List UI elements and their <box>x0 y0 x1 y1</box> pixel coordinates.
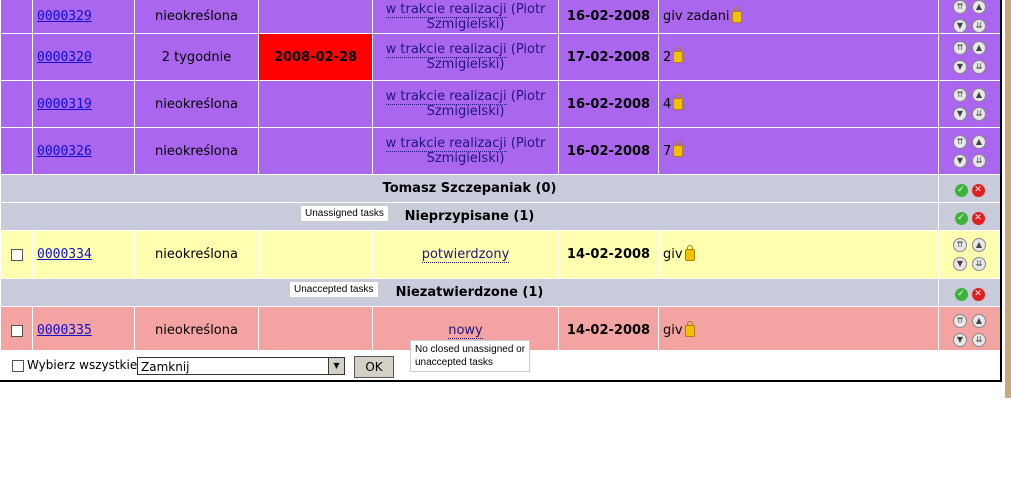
move-up-icon[interactable]: ▲ <box>972 88 986 102</box>
tooltip-line: No closed unassigned or <box>415 344 526 355</box>
move-up-icon[interactable]: ▲ <box>972 238 986 252</box>
tooltip-unaccepted: Unaccepted tasks <box>289 281 379 298</box>
chevron-down-icon: ▼ <box>328 358 344 374</box>
tooltip-line: unaccepted tasks <box>415 357 493 368</box>
row-check-cell <box>1 0 33 34</box>
updated-date: 17-02-2008 <box>559 34 659 81</box>
move-top-icon[interactable]: ⇈ <box>953 314 967 328</box>
lock-icon <box>673 145 683 157</box>
move-down-icon[interactable]: ▼ <box>953 154 967 168</box>
note-text: giv <box>663 323 683 338</box>
group-title: Nieprzypisane (1) <box>1 203 939 231</box>
ok-button[interactable]: OK <box>354 356 394 378</box>
table-row <box>1 128 1001 175</box>
status-link[interactable]: w trakcie realizacji <box>385 89 507 104</box>
group-header-unaccepted <box>1 279 1001 307</box>
select-all-checkbox[interactable] <box>12 360 24 372</box>
bulk-action-select[interactable] <box>137 357 345 375</box>
move-top-icon[interactable]: ⇈ <box>953 88 967 102</box>
issue-id-link[interactable]: 0000326 <box>37 143 92 159</box>
move-bottom-icon[interactable]: ⇊ <box>972 154 986 168</box>
due-date <box>259 307 373 355</box>
time-estimate: nieokreślona <box>135 81 259 128</box>
status-link[interactable]: potwierdzony <box>421 247 510 262</box>
move-bottom-icon[interactable]: ⇊ <box>972 333 986 347</box>
time-estimate: nieokreślona <box>135 231 259 279</box>
table-row <box>1 81 1001 128</box>
time-estimate: 2 tygodnie <box>135 34 259 81</box>
updated-date: 14-02-2008 <box>559 307 659 355</box>
handler: (Piotr Szmigielski) <box>426 136 546 166</box>
time-estimate: nieokreślona <box>135 307 259 355</box>
lock-icon <box>732 11 742 23</box>
note-text: 2 <box>663 49 672 65</box>
time-estimate: nieokreślona <box>135 128 259 175</box>
issue-id-link[interactable]: 0000335 <box>37 323 92 338</box>
note-text: 7 <box>663 143 672 159</box>
tooltip-unassigned: Unassigned tasks <box>300 205 389 222</box>
note-text: giv <box>663 247 683 262</box>
status-link[interactable]: w trakcie realizacji <box>385 136 507 151</box>
move-up-icon[interactable]: ▲ <box>972 0 986 14</box>
move-up-icon[interactable]: ▲ <box>972 41 986 55</box>
reject-all-icon[interactable]: ✕ <box>972 288 985 301</box>
move-down-icon[interactable]: ▼ <box>953 257 967 271</box>
due-date <box>259 81 373 128</box>
updated-date: 16-02-2008 <box>559 81 659 128</box>
select-all-label: Wybierz wszystkie <box>27 358 138 372</box>
handler: (Piotr Szmigielski) <box>426 42 546 72</box>
time-estimate: nieokreślona <box>135 0 259 34</box>
reject-all-icon[interactable]: ✕ <box>972 212 985 225</box>
tooltip-no-closed <box>410 340 530 372</box>
due-date <box>259 231 373 279</box>
group-header-tomasz <box>1 175 1001 203</box>
status-link[interactable]: nowy <box>448 323 483 338</box>
move-down-icon[interactable]: ▼ <box>953 60 967 74</box>
issue-id-link[interactable]: 0000329 <box>37 9 92 24</box>
move-down-icon[interactable]: ▼ <box>953 107 967 121</box>
accept-all-icon[interactable]: ✓ <box>955 184 968 197</box>
due-date: 2008-02-28 <box>259 34 373 81</box>
note-text: giv zadani <box>663 9 730 24</box>
lock-icon <box>685 249 695 261</box>
issue-id-link[interactable]: 0000319 <box>37 96 92 112</box>
handler: (Piotr Szmigielski) <box>426 1 546 32</box>
lock-icon <box>685 325 695 337</box>
handler: (Piotr Szmigielski) <box>426 89 546 119</box>
move-top-icon[interactable]: ⇈ <box>953 0 967 14</box>
row-checkbox[interactable] <box>11 325 23 337</box>
issue-id-link[interactable]: 0000334 <box>37 247 92 262</box>
status-link[interactable]: w trakcie realizacji <box>385 1 507 17</box>
lock-icon <box>673 98 683 110</box>
group-title: Niezatwierdzone (1) <box>1 279 939 307</box>
scrollbar-edge <box>1005 0 1011 398</box>
row-checkbox[interactable] <box>11 249 23 261</box>
move-down-icon[interactable]: ▼ <box>953 333 967 347</box>
status-link[interactable]: w trakcie realizacji <box>385 42 507 57</box>
table-row <box>1 0 1001 34</box>
move-bottom-icon[interactable]: ⇊ <box>972 19 986 33</box>
move-bottom-icon[interactable]: ⇊ <box>972 257 986 271</box>
row-action-icons <box>939 0 1000 33</box>
move-top-icon[interactable]: ⇈ <box>953 135 967 149</box>
move-top-icon[interactable]: ⇈ <box>953 238 967 252</box>
move-down-icon[interactable]: ▼ <box>953 19 967 33</box>
accept-all-icon[interactable]: ✓ <box>955 212 968 225</box>
accept-all-icon[interactable]: ✓ <box>955 288 968 301</box>
updated-date: 16-02-2008 <box>559 128 659 175</box>
updated-date: 14-02-2008 <box>559 231 659 279</box>
issue-id-link[interactable]: 0000320 <box>37 49 92 65</box>
move-bottom-icon[interactable]: ⇊ <box>972 107 986 121</box>
due-date <box>259 128 373 175</box>
note-text: 4 <box>663 96 672 112</box>
lock-icon <box>673 51 683 63</box>
selected-action: Zamknij <box>141 360 190 374</box>
group-title: Tomasz Szczepaniak (0) <box>1 175 939 203</box>
move-top-icon[interactable]: ⇈ <box>953 41 967 55</box>
group-header-unassigned <box>1 203 1001 231</box>
reject-all-icon[interactable]: ✕ <box>972 184 985 197</box>
updated-date: 16-02-2008 <box>559 0 659 34</box>
table-row <box>1 34 1001 81</box>
move-bottom-icon[interactable]: ⇊ <box>972 60 986 74</box>
move-up-icon[interactable]: ▲ <box>972 314 986 328</box>
due-date <box>259 0 373 34</box>
move-up-icon[interactable]: ▲ <box>972 135 986 149</box>
table-row <box>1 231 1001 279</box>
